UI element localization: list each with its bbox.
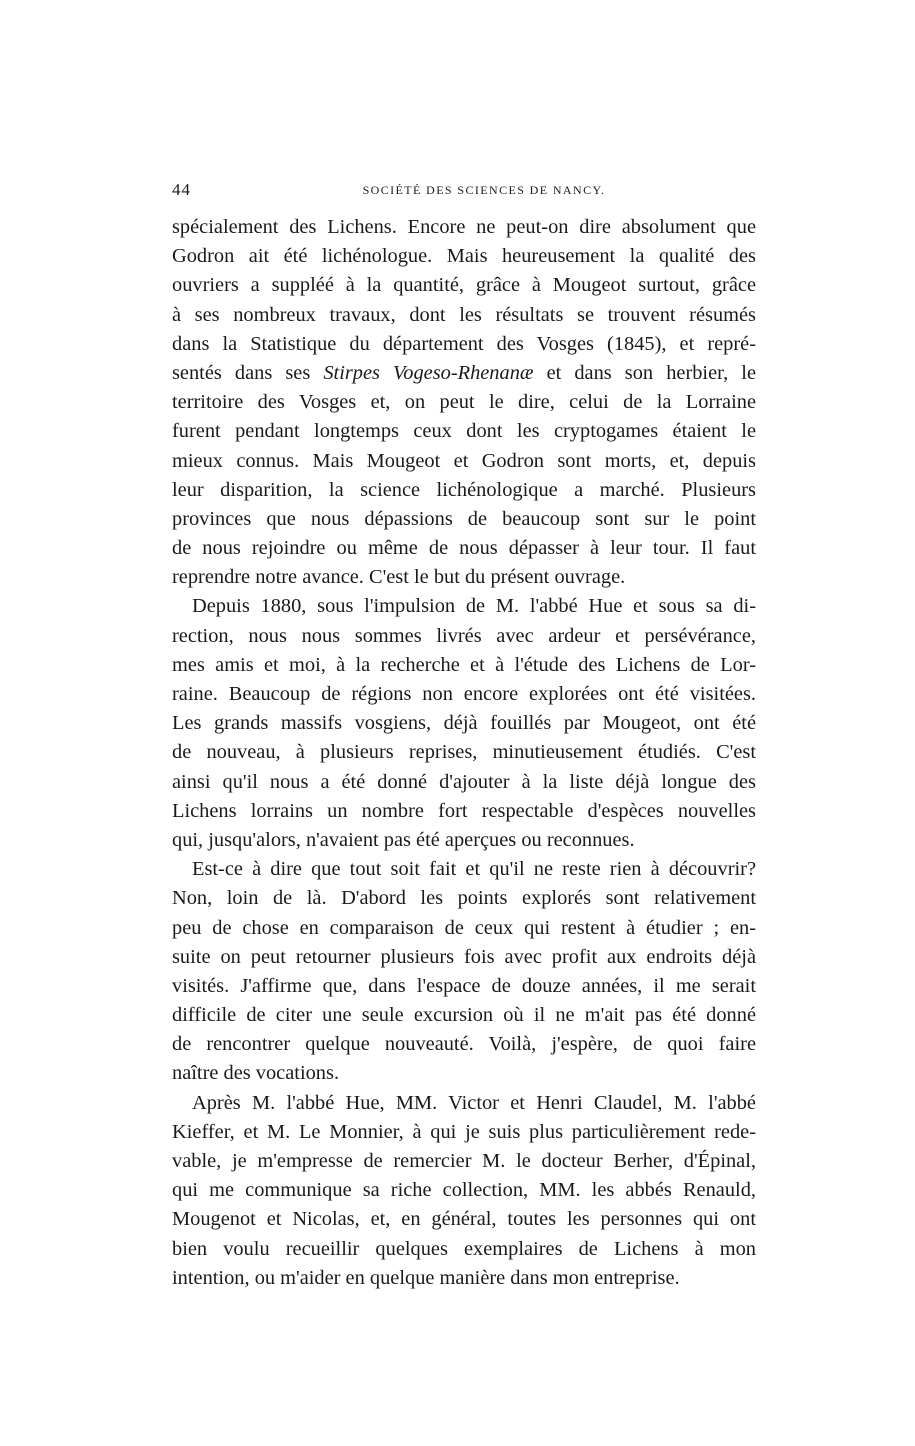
body-text — [172, 213, 756, 1293]
text-line: reprendre notre avance. C'est le but du présent ouvrage. — [172, 566, 626, 589]
paragraph-2 — [172, 592, 756, 855]
text-line: Est-ce à dire que tout soit fait et qu'il ne reste rien à découvrir? — [192, 858, 756, 881]
paragraph-4 — [172, 1089, 756, 1293]
text-line: mieux connus. Mais Mougeot et Godron sont morts, et, depuis — [172, 449, 756, 472]
text-line: Depuis 1880, sous l'impulsion de M. l'abbé Hue et sous sa di- — [192, 595, 756, 618]
text-line: raine. Beaucoup de régions non encore explorées ont été visitées. — [172, 683, 756, 705]
text-line: qui, jusqu'alors, n'avaient pas été aperçues ou reconnues. — [172, 828, 635, 851]
text-line: de nouveau, à plusieurs reprises, minutieusement étudiés. C'est — [172, 741, 756, 764]
text-line: difficile de citer une seule excursion où il ne m'ait pas été donné — [172, 1004, 756, 1027]
text-line: Godron ait été lichénologue. Mais heureusement la qualité des — [172, 245, 756, 268]
text-line: ouvriers a suppléé à la quantité, grâce à Mougeot surtout, grâce — [172, 274, 756, 297]
text-line: vable, je m'empresse de remercier M. le docteur Berher, d'Épinal, — [172, 1150, 756, 1172]
text-line: bien voulu recueillir quelques exemplaires de Lichens à mon — [172, 1237, 756, 1260]
text-line: Kieffer, et M. Le Monnier, à qui je suis plus particulièrement rede- — [172, 1120, 756, 1143]
text-line: visités. J'affirme que, dans l'espace de douze années, il me serait — [172, 974, 756, 997]
text-line: suite on peut retourner plusieurs fois avec profit aux endroits déjà — [172, 945, 756, 968]
text-line: peu de chose en comparaison de ceux qui restent à étudier ; en- — [172, 916, 756, 939]
text-line: sentés dans ses Stirpes Vogeso-Rhenanæ et dans son herbier, le — [172, 361, 757, 384]
text-line: leur disparition, la science lichénologique a marché. Plusieurs — [172, 478, 756, 501]
text-line: à ses nombreux travaux, dont les résultats se trouvent résumés — [172, 303, 756, 326]
text-line: provinces que nous dépassions de beaucoup sont sur le point — [172, 507, 756, 530]
text-line: de nous rejoindre ou même de nous dépasser à leur tour. Il faut — [172, 537, 756, 560]
text-line: Les grands massifs vosgiens, déjà fouillés par Mougeot, ont été — [172, 712, 756, 735]
paragraph-3 — [172, 855, 756, 1089]
page-number: 44 — [172, 180, 191, 199]
text-line: Après M. l'abbé Hue, MM. Victor et Henri Claudel, M. l'abbé — [192, 1091, 756, 1114]
text-line: qui me communique sa riche collection, MM. les abbés Renauld, — [172, 1179, 756, 1202]
text-line: mes amis et moi, à la recherche et à l'étude des Lichens de Lor- — [172, 653, 756, 676]
text-line: naître des vocations. — [172, 1062, 340, 1085]
text-line: dans la Statistique du département des Vosges (1845), et repré- — [172, 332, 756, 355]
italic-title: Stirpes Vogeso-Rhenanæ — [323, 361, 534, 384]
text-line: territoire des Vosges et, on peut le dire, celui de la Lorraine — [172, 391, 756, 414]
running-head: SOCIÉTÉ DES SCIENCES DE NANCY. — [362, 183, 606, 197]
page-header — [172, 180, 756, 204]
text-line: furent pendant longtemps ceux dont les cryptogames étaient le — [172, 420, 756, 443]
text-line: intention, ou m'aider en quelque manière dans mon entreprise. — [172, 1266, 680, 1289]
paragraph-1 — [172, 213, 756, 592]
text-line: de rencontrer quelque nouveauté. Voilà, j'espère, de quoi faire — [172, 1033, 756, 1056]
text-line: Mougenot et Nicolas, et, en général, toutes les personnes qui ont — [172, 1208, 756, 1231]
text-line: Lichens lorrains un nombre fort respectable d'espèces nouvelles — [172, 799, 756, 822]
text-line: rection, nous nous sommes livrés avec ardeur et persévérance, — [172, 624, 756, 647]
text-line: Non, loin de là. D'abord les points explorés sont relativement — [172, 887, 756, 910]
text-line: spécialement des Lichens. Encore ne peut-on dire absolument que — [172, 216, 756, 238]
text-line: ainsi qu'il nous a été donné d'ajouter à la liste déjà longue des — [172, 770, 756, 793]
